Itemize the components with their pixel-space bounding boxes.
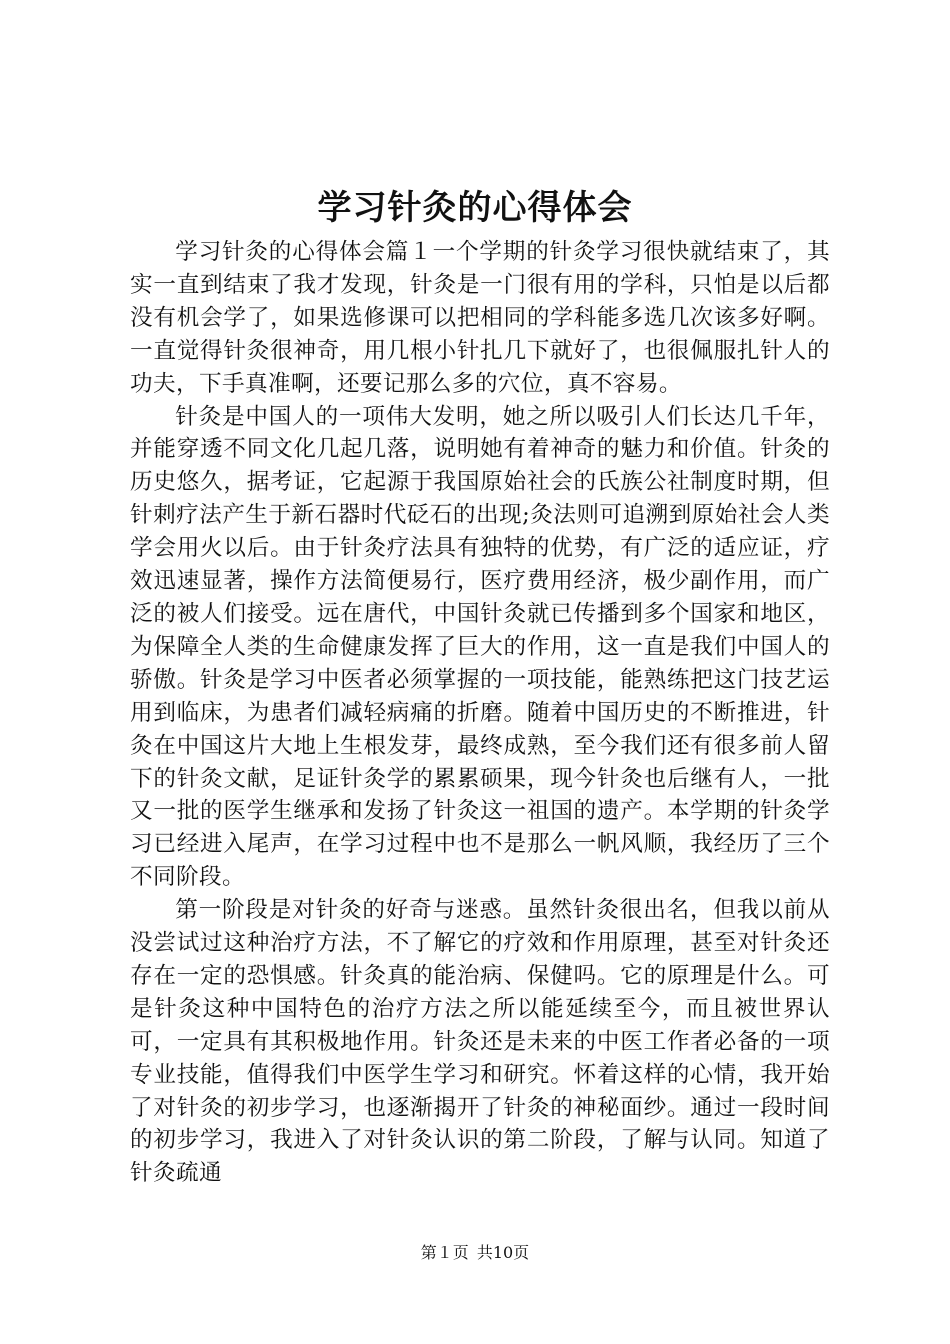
document-title: 学习针灸的心得体会: [317, 188, 633, 228]
paragraph: 第一阶段是对针灸的好奇与迷惑。虽然针灸很出名，但我以前从没尝试过这种治疗方法，不了解它的疗效和作用原理，甚至对针灸还存在一定的恐惧感。针灸真的能治病、保健吗。它的原理是什么。可是针灸这种中国特色的治疗方法之所以能延续至今，而且被世界认可，一定具有其积极地作用。针灸还是未来的中医工作者必备的一项专业技能，值得我们中医学生学习和研究。怀着这样的心情，我开始了对针灸的初步学习，也逐渐揭开了针灸的神秘面纱。通过一段时间的初步学习，我进入了对针灸认识的第二阶段，了解与认同。知道了针灸疏通: [130, 897, 830, 1187]
document-body: [130, 236, 830, 1190]
page-footer: [0, 1242, 950, 1264]
page-total: 共10页: [476, 1243, 530, 1262]
paragraph: 学习针灸的心得体会篇１一个学期的针灸学习很快就结束了，其实一直到结束了我才发现，针灸是一门很有用的学科，只怕是以后都没有机会学了，如果选修课可以把相同的学科能多选几次该多好啊。一直觉得针灸很神奇，用几根小针扎几下就好了，也很佩服扎针人的功夫，下手真准啊，还要记那么多的穴位，真不容易。: [130, 239, 830, 397]
page-number: 第１页: [420, 1243, 469, 1262]
paragraph: 针灸是中国人的一项伟大发明，她之所以吸引人们长达几千年，并能穿透不同文化几起几落，说明她有着神奇的魅力和价值。针灸的历史悠久，据考证，它起源于我国原始社会的氏族公社制度时期，但针刺疗法产生于新石器时代砭石的出现;灸法则可追溯到原始社会人类学会用火以后。由于针灸疗法具有独特的优势，有广泛的适应证，疗效迅速显著，操作方法简便易行，医疗费用经济，极少副作用，而广泛的被人们接受。远在唐代，中国针灸就已传播到多个国家和地区，为保障全人类的生命健康发挥了巨大的作用，这一直是我们中国人的骄傲。针灸是学习中医者必须掌握的一项技能，能熟练把这门技艺运用到临床，为患者们减轻病痛的折磨。随着中国历史的不断推进，针灸在中国这片大地上生根发芽，最终成熟，至今我们还有很多前人留下的针灸文献，足证针灸学的累累硕果，现今针灸也后继有人，一批又一批的医学生继承和发扬了针灸这一祖国的遗产。本学期的针灸学习已经进入尾声，在学习过程中也不是那么一帆风顺，我经历了三个不同阶段。: [130, 403, 830, 891]
